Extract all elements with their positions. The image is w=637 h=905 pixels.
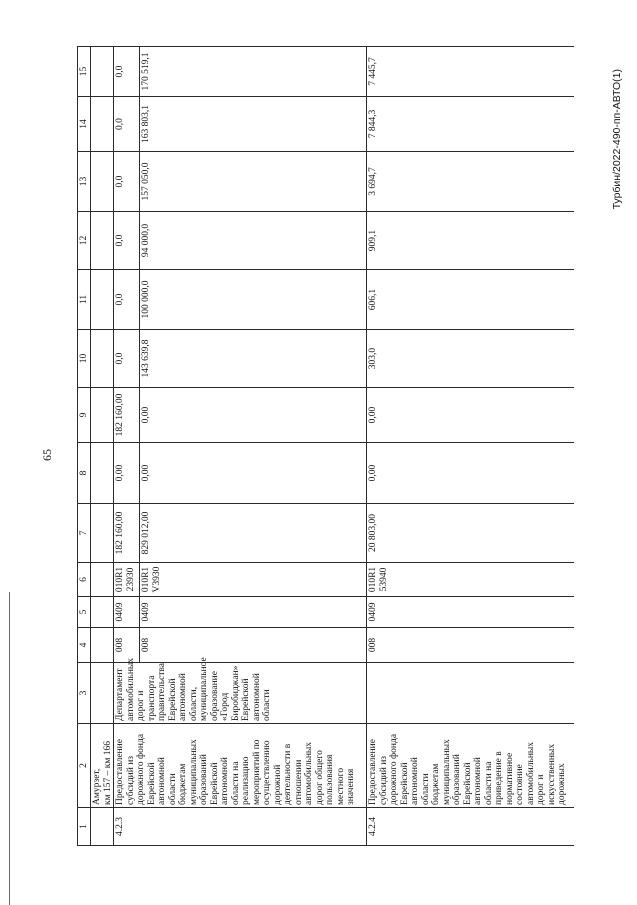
cell-col-11: 0,0 [114, 270, 140, 330]
table-cell-empty [91, 97, 114, 152]
document-footer-code: Турбин/2022-490-пп-АВТО(1) [611, 69, 623, 210]
table-cell-empty [91, 597, 114, 628]
row-number: 4.2.3 [114, 808, 367, 846]
table-cell-empty [91, 563, 114, 597]
cell-col-6: 010R1 23930 [114, 563, 140, 597]
table-cell-empty [91, 270, 114, 330]
cell-col-13: 3 694,7 [367, 152, 574, 212]
cell-col-4: 008 [140, 628, 367, 663]
row-description: Предоставление субсидий из дорожного фонда Еврейской автономной области бюджетам муниципальных образований Еврейской автономной области на реализацию мероприятий по осуществлению дорожной деятельности в отношении автомобильных дорог общего пользования местного значения [114, 724, 367, 808]
header-col-9: 9 [78, 388, 91, 443]
header-col-7: 7 [78, 504, 91, 563]
table-cell-empty [91, 152, 114, 212]
cell-col-9: 182 160,00 [114, 388, 140, 443]
cell-col-6: 010R1 53940 [367, 563, 574, 597]
header-col-13: 13 [78, 152, 91, 212]
header-col-8: 8 [78, 443, 91, 504]
table-cell-empty [91, 808, 114, 846]
cell-col-10: 143 639,8 [140, 330, 367, 388]
cell-col-9: 0,00 [367, 388, 574, 443]
table-cell-empty [91, 47, 114, 97]
cell-col-15: 170 519,1 [140, 47, 367, 97]
header-col-14: 14 [78, 97, 91, 152]
cell-col-15: 7 445,7 [367, 47, 574, 97]
cell-col-7: 829 012,00 [140, 504, 367, 563]
cell-col-14: 7 844,3 [367, 97, 574, 152]
cell-col-7: 20 803,00 [367, 504, 574, 563]
table-cell-empty [91, 212, 114, 270]
row-description: Предоставление субсидий из дорожного фонда Еврейской автономной области бюджетам муниципальных образований Еврейской автономной области на приведение в нормативное состояние автомобильных дорог и искусственных дорожных [367, 724, 574, 808]
cell-col-12: 94 000,0 [140, 212, 367, 270]
cell-col-4: 008 [114, 628, 140, 663]
table-cell-empty [91, 443, 114, 504]
table-row-4-2-3 [114, 47, 140, 846]
header-col-3: 3 [78, 663, 91, 724]
header-col-1: 1 [78, 808, 91, 846]
cell-col-10: 0,0 [114, 330, 140, 388]
cell-col-8: 0,00 [114, 443, 140, 504]
header-col-11: 11 [78, 270, 91, 330]
cell-col-6: 010R1 V3930 [140, 563, 367, 597]
table-cell-empty [91, 628, 114, 663]
header-col-4: 4 [78, 628, 91, 663]
header-col-2: 2 [78, 724, 91, 808]
row-number: 4.2.4 [367, 808, 574, 846]
continuation-row [91, 47, 114, 846]
row-executor: Департамент автомобильных дорог и транспорта правительства Еврейской автономной области, муниципальное образование «Город Биробиджан» Еврейской автономной области [114, 663, 367, 724]
cell-col-10: 303,0 [367, 330, 574, 388]
table-row-4-2-4 [367, 47, 574, 846]
table-cell-empty [367, 663, 574, 724]
budget-table [77, 46, 574, 846]
cell-col-13: 157 050,0 [140, 152, 367, 212]
header-col-10: 10 [78, 330, 91, 388]
cell-col-8: 0,00 [367, 443, 574, 504]
cell-col-7: 182 160,00 [114, 504, 140, 563]
cell-col-13: 0,0 [114, 152, 140, 212]
header-col-12: 12 [78, 212, 91, 270]
cell-col-8: 0,00 [140, 443, 367, 504]
header-col-6: 6 [78, 563, 91, 597]
cell-col-15: 0,0 [114, 47, 140, 97]
cell-col-11: 100 000,0 [140, 270, 367, 330]
table-cell-empty [91, 504, 114, 563]
table-cell-empty [91, 388, 114, 443]
header-col-15: 15 [78, 47, 91, 97]
page-number: 65 [40, 449, 54, 461]
cell-col-5: 0409 [140, 597, 367, 628]
cell-col-9: 0,00 [140, 388, 367, 443]
cell-col-5: 0409 [114, 597, 140, 628]
cell-col-5: 0409 [367, 597, 574, 628]
header-col-5: 5 [78, 597, 91, 628]
cell-col-14: 0,0 [114, 97, 140, 152]
table-cell-empty [91, 330, 114, 388]
continuation-description: Амурзет, км 157 – км 166 [91, 724, 114, 808]
cell-col-12: 0,0 [114, 212, 140, 270]
cell-col-14: 163 803,1 [140, 97, 367, 152]
cell-col-4: 008 [367, 628, 574, 663]
cell-col-11: 606,1 [367, 270, 574, 330]
header-row [78, 47, 91, 846]
table-cell-empty [91, 663, 114, 724]
cell-col-12: 909,1 [367, 212, 574, 270]
